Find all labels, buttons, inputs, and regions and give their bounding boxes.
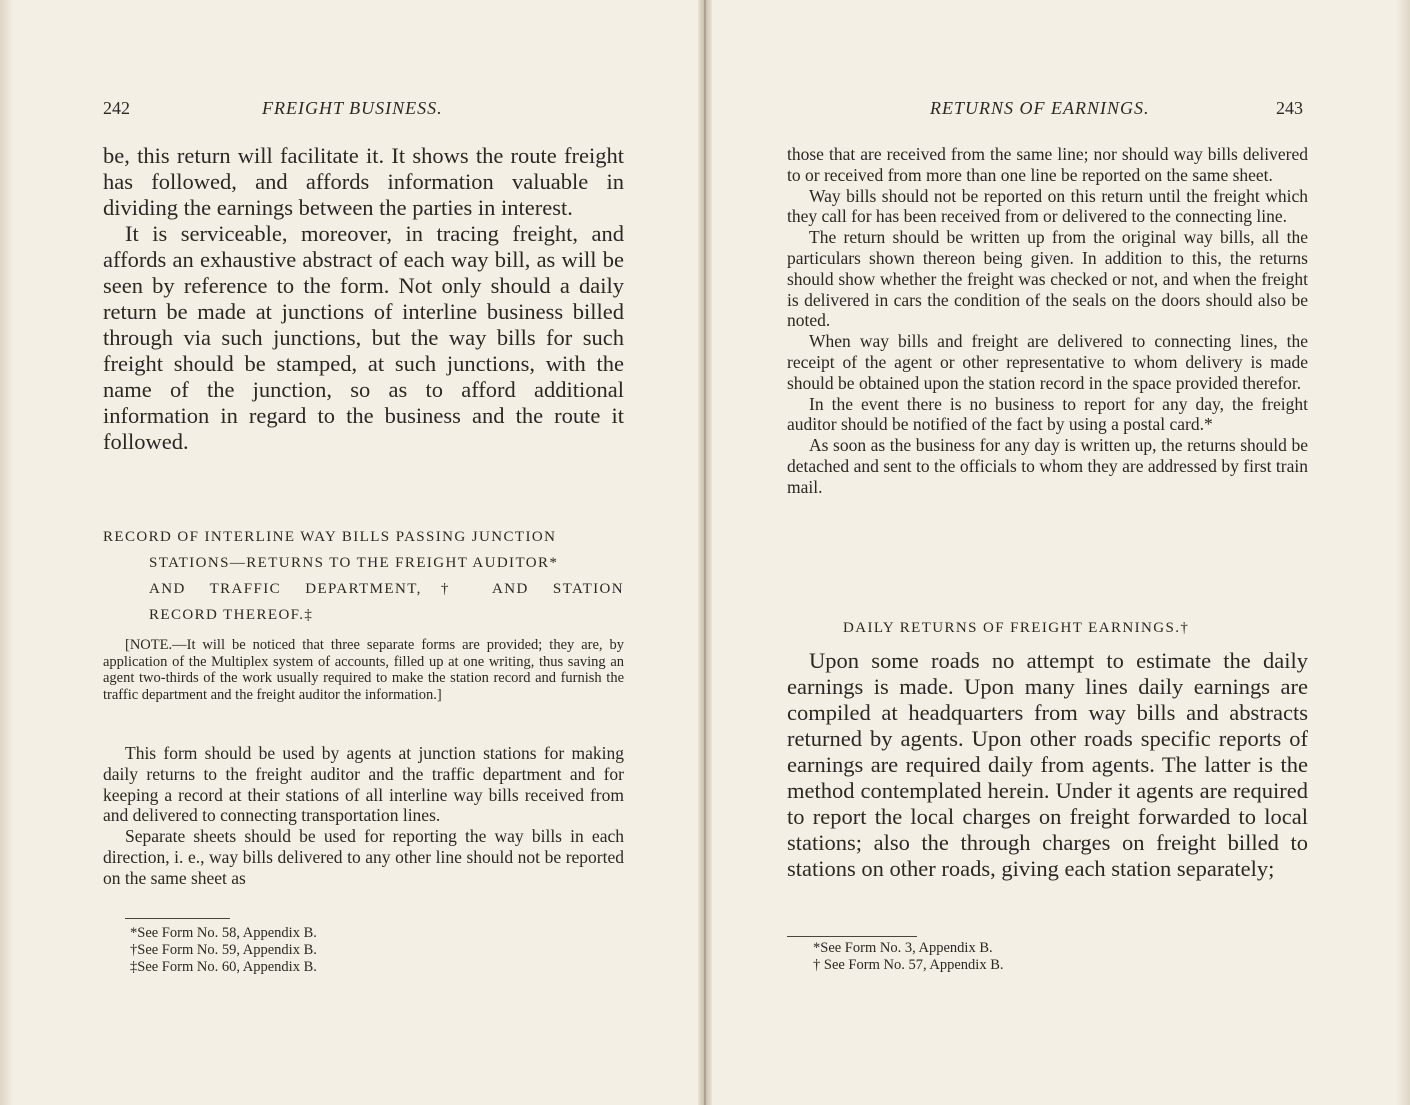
paragraph: It is serviceable, moreover, in tracing freight, and affords an exhaustive abstract of each way bill, as will be seen by reference to the form. Not only should a daily return be made at junctions of interline business billed through via such junctions, but the way bills for such freight should be stamped, at such junctions, with the name of the junction, so as to afford additional information in regard to the business and the route it followed.: [103, 221, 624, 454]
paragraph: The return should be written up from the original way bills, all the particulars shown thereon being given. In addition to this, the returns should show whether the freight was checked or not, and when the freight is delivered in cars the condition of the seals on the doors should also be noted.: [787, 227, 1308, 331]
paragraph: those that are received from the same line; nor should way bills delivered to or received from more than one line be reported on the same sheet.: [787, 144, 1308, 185]
footnotes-right: [813, 940, 1213, 974]
paragraph: This form should be used by agents at junction stations for making daily returns to the freight auditor and the traffic department and for keeping a record at their stations of all interline way bills received from and delivered to connecting transportation lines.: [103, 743, 624, 826]
paragraph: Separate sheets should be used for reporting the way bills in each direction, i. e., way bills delivered to any other line should not be reported on the same sheet as: [103, 826, 624, 888]
left-page-edge: [0, 0, 14, 1105]
paragraph: In the event there is no business to report for any day, the freight auditor should be notified of the fact by using a postal card.*: [787, 393, 1308, 435]
paragraph: When way bills and freight are delivered to connecting lines, the receipt of the agent or other representative to whom delivery is made should be obtained upon the station record in the space provided therefor.: [787, 331, 1308, 393]
paragraph: As soon as the business for any day is written up, the returns should be detached and sent to the officials to whom they are addressed by first train mail.: [787, 435, 1308, 497]
footnote-rule: [125, 918, 230, 919]
note: [NOTE.—It will be noticed that three separate forms are provided; they are, by application of the Multiplex system of accounts, filled up at one writing, thus saving an agent two-thirds of the work usually required to make the station record and furnish the traffic department and the freight auditor the information.]: [103, 637, 624, 703]
right-page-edge: [1396, 0, 1410, 1105]
section-heading-daily-returns: DAILY RETURNS OF FREIGHT EARNINGS.†: [843, 620, 1190, 636]
right-body-text: [787, 648, 1308, 882]
paragraph: Upon some roads no attempt to estimate the daily earnings is made. Upon many lines daily earnings are compiled at headquarters from way bills and abstracts returned by agents. Upon other roads specific reports of earnings are required daily from agents. The latter is the method contemplated herein. Under it agents are required to report the local charges on freight forwarded to local stations; also the through charges on freight billed to stations on other roads, giving each station separately;: [787, 648, 1308, 881]
footnote: *See Form No. 3, Appendix B.: [813, 940, 993, 956]
page-number-right: 243: [1276, 98, 1303, 118]
note-block: [103, 637, 624, 703]
paragraph: Way bills should not be reported on this return until the freight which they call for has been received from or delivered to the connecting line.: [787, 185, 1308, 227]
footnote-rule: [787, 936, 917, 937]
book-gutter: [698, 0, 712, 1105]
footnote: *See Form No. 58, Appendix B.: [130, 925, 317, 941]
footnote: † See Form No. 57, Appendix B.: [813, 957, 1004, 973]
running-head-left: FREIGHT BUSINESS.: [262, 98, 443, 118]
heading-line: AND TRAFFIC DEPARTMENT,† AND STATION: [149, 581, 624, 597]
paragraph: be, this return will facilitate it. It shows the route freight has followed, and affords information valuable in dividing the earnings between the parties in interest.: [103, 143, 624, 220]
right-page: [705, 0, 1410, 1105]
left-body-text: [103, 143, 624, 455]
heading-line: STATIONS—RETURNS TO THE FREIGHT AUDITOR*: [149, 555, 559, 571]
running-head-right: RETURNS OF EARNINGS.: [930, 98, 1150, 118]
right-small-text: [787, 144, 1308, 498]
page-number-left: 242: [103, 98, 130, 118]
section-heading-interline: [103, 524, 624, 628]
footnotes-left: [130, 925, 530, 976]
heading-line: RECORD THEREOF.‡: [149, 607, 314, 623]
footnote: †See Form No. 59, Appendix B.: [130, 942, 317, 958]
footnote: ‡See Form No. 60, Appendix B.: [130, 959, 317, 975]
heading-line: RECORD OF INTERLINE WAY BILLS PASSING JUNCTION: [103, 529, 557, 545]
left-small-text: [103, 743, 624, 889]
